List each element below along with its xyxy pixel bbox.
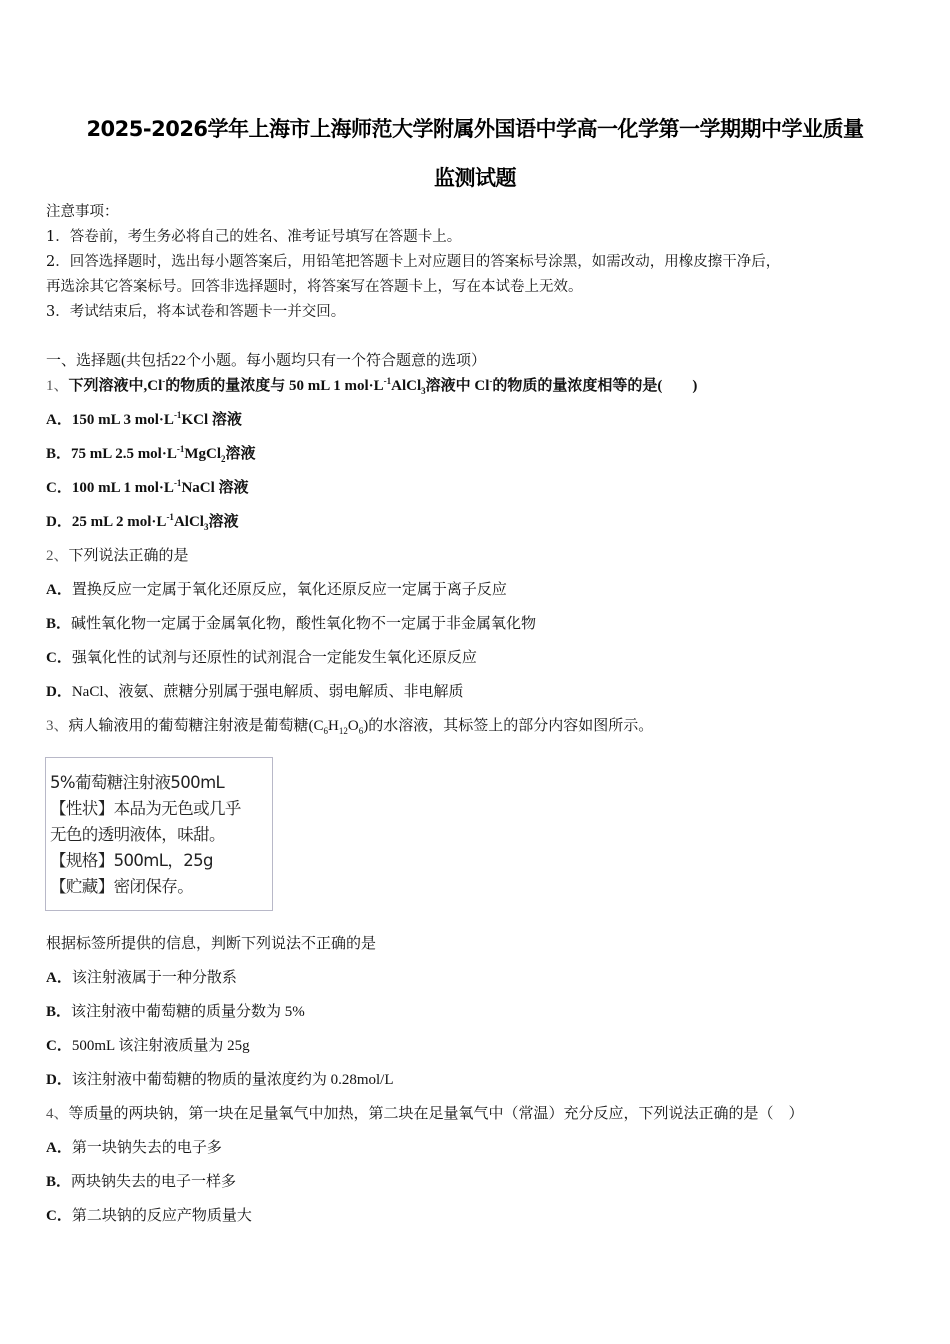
question-1-option-a[interactable]: A．150 mL 3 $mol\cdot L^{-1}KCl$ 溶液 [46,410,242,428]
document-title-line1: 2025-2026学年上海市上海师范大学附属外国语中学高一化学第一学期期中学业质量 [86,117,864,141]
section-heading: 一、选择题(共包括22个小题。每小题均只有一个符合题意的选项） [46,353,486,369]
question-1-option-b[interactable]: B．75 mL 2.5 $mol\cdot L^{-1}MgCl_2$溶液 [46,444,256,464]
question-1-option-c[interactable]: C．100 mL 1 $mol\cdot L^{-1}NaCl$ 溶液 [46,478,249,496]
question-4-option-a[interactable]: A．第一块钠失去的电子多 [46,1140,222,1156]
label-line-2: 【性状】本品为无色或几乎 [50,799,241,818]
question-3-prompt: 根据标签所提供的信息，判断下列说法不正确的是 [46,936,377,952]
question-2-option-a[interactable]: A．置换反应一定属于氧化还原反应，氧化还原反应一定属于离子反应 [46,582,507,598]
label-line-3: 无色的透明液体，味甜。 [50,825,225,844]
notice-item-3: 3．考试结束后，将本试卷和答题卡一并交回。 [46,304,346,320]
question-1-option-d[interactable]: D．25 mL 2 $mol\cdot L^{-1}AlCl_3$溶液 [46,512,239,532]
question-2-stem: 2、下列说法正确的是 [46,548,189,564]
question-number: 3、 [46,718,69,734]
question-1-stem: 1、下列溶液中,Cl-的物质的量浓度与 50 mL 1 $mol\cdot L^{-1}AlCl_3$溶液中 Cl-的物质的量浓度相等的是( ) [46,376,698,396]
question-3-stem: 3、病人输液用的葡萄糖注射液是葡萄糖$(C_6H_{12}O_6)$的水溶液，其标签上的部分内容如图所示。 [46,718,654,736]
notice-item-2: 2．回答选择题时，选出每小题答案后，用铅笔把答题卡上对应题目的答案标号涂黑，如需改动，用橡皮擦干净后， [46,254,781,270]
document-title-line2: 监测试题 [434,166,516,190]
question-3-option-a[interactable]: A．该注射液属于一种分散系 [46,970,237,986]
question-2-option-d[interactable]: D．NaCl、液氨、蔗糖分别属于强电解质、弱电解质、非电解质 [46,684,464,700]
question-4-stem: 4、等质量的两块钠，第一块在足量氧气中加热，第二块在足量氧气中（常温）充分反应，下列说法正确的是（ ） [46,1106,804,1122]
question-number: 4、 [46,1106,69,1122]
label-line-1: 5%葡萄糖注射液500mL [50,773,225,792]
question-2-option-b[interactable]: B．碱性氧化物一定属于金属氧化物，酸性氧化物不一定属于非金属氧化物 [46,616,537,632]
label-line-4: 【规格】500mL，25g [50,851,213,870]
question-number: 2、 [46,548,69,564]
question-3-option-b[interactable]: B．该注射液中葡萄糖的质量分数为 5% [46,1004,305,1020]
label-line-5: 【贮藏】密闭保存。 [50,877,194,896]
question-2-option-c[interactable]: C．强氧化性的试剂与还原性的试剂混合一定能发生氧化还原反应 [46,650,477,666]
notice-heading: 注意事项： [46,204,119,220]
question-number: 1、 [46,378,69,394]
glucose-label-image [45,757,273,911]
question-3-option-c[interactable]: C．500mL 该注射液质量为 25g [46,1038,250,1054]
question-4-option-b[interactable]: B．两块钠失去的电子一样多 [46,1174,237,1190]
question-4-option-c[interactable]: C．第二块钠的反应产物质量大 [46,1208,252,1224]
notice-item-2-cont: 再选涂其它答案标号。回答非选择题时，将答案写在答题卡上，写在本试卷上无效。 [46,279,583,295]
question-3-option-d[interactable]: D．该注射液中葡萄糖的物质的量浓度约为 0.28mol/L [46,1072,394,1088]
notice-item-1: 1．答卷前，考生务必将自己的姓名、准考证号填写在答题卡上。 [46,229,462,245]
